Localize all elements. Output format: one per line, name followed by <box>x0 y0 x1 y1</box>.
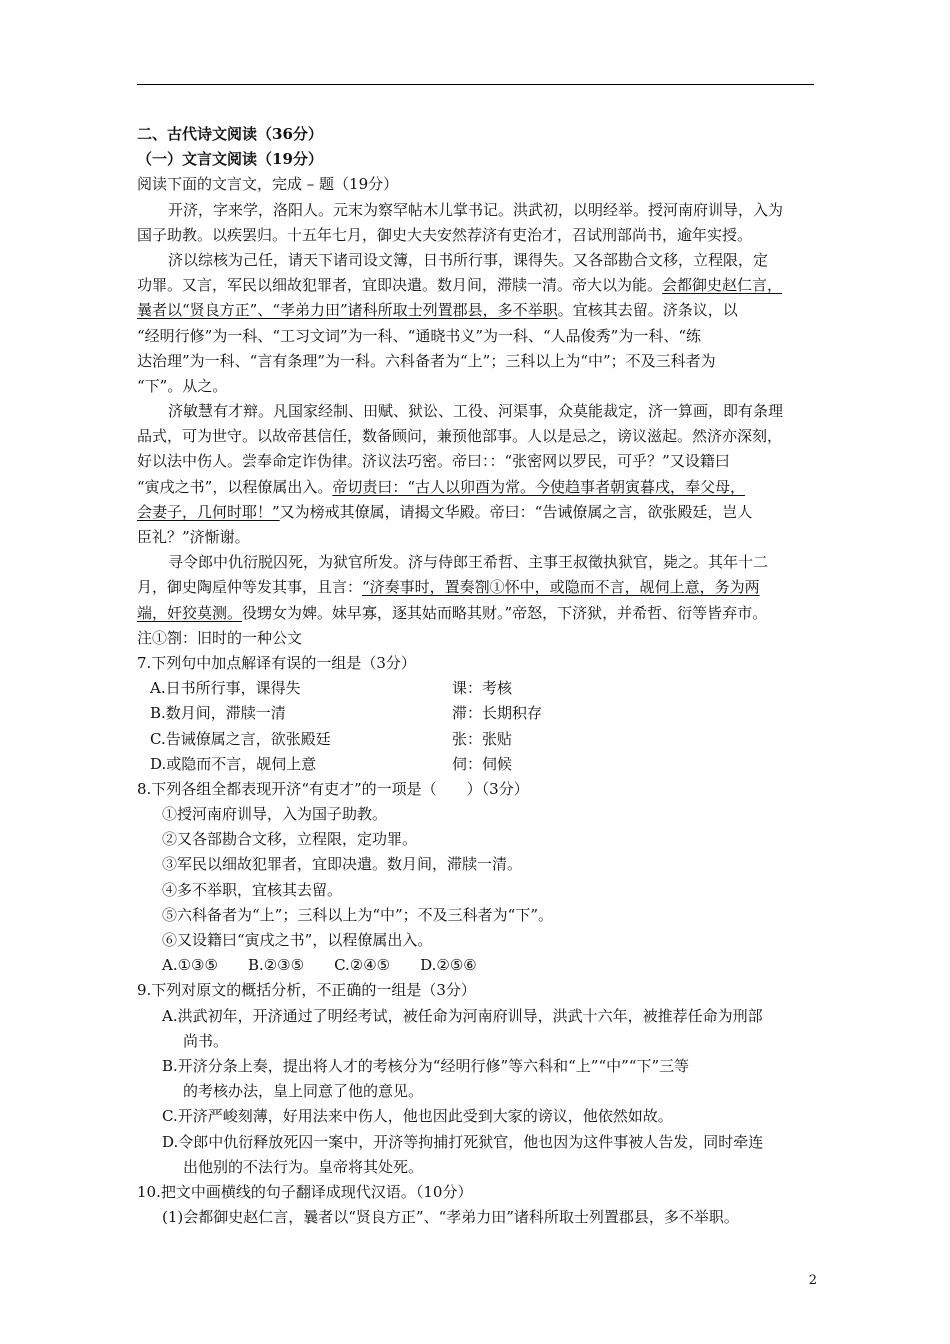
translation-item: (1)会都御史赵仁言，曩者以“贤良方正”、“孝弟力田”诸科所取士列置郡县，多不举职。 <box>162 1208 739 1227</box>
passage-line: 济以综核为己任，请天下诸司设文簿，日书所行事，课得失。又各部勘合文移，立程限，定 <box>168 250 769 269</box>
question-8 <box>137 777 819 979</box>
section-title: 二、古代诗文阅读（36分） <box>137 125 323 143</box>
passage-text: “寅戌之书”，以程僚属出入。 <box>137 477 333 496</box>
option-line: B.开济分条上奏，提出将人才的考核分为“经明行修”等六科和“上”“中”“下”三等 <box>162 1056 690 1075</box>
option-row <box>137 676 819 701</box>
option-line: A.洪武初年，开济通过了明经考试，被任命为河南府训导，洪武十六年，被推荐任命为刑部 <box>162 1006 763 1025</box>
statement-item: ②又各部勘合文移，立程限，定功罪。 <box>162 830 418 849</box>
passage-line: 达治理”为一科、“言有条理”为一科。六科备者为“上”；三科以上为“中”；不及三科者为 <box>137 351 716 370</box>
statement-item: ③军民以细故犯罪者，宜即决遣。数月间，滞牍一清。 <box>162 855 523 874</box>
option-text: B.数月间，滞牍一清 <box>150 704 286 723</box>
question-9 <box>137 978 819 1180</box>
option-row <box>137 752 819 777</box>
option-line: D.令郎中仇衍释放死囚一案中，开济等拘捕打死狱官，他也因为这件事被人告发，同时牵连 <box>162 1132 764 1151</box>
passage-line: “下”。从之。 <box>137 376 228 395</box>
option-gloss: 伺：伺候 <box>452 754 513 773</box>
underlined-sentence-2: 帝切责曰：“古人以卯酉为常。今使趋事者朝寅暮戌，奉父母， <box>332 477 746 496</box>
question-stem: 10.把文中画横线的句子翻译成现代汉语。（10分） <box>137 1182 473 1201</box>
question-stem: 8.下列各组全都表现开济“有吏才”的一项是（ ）（3分） <box>137 779 529 798</box>
passage-line: 开济，字来学，洛阳人。元末为察罕帖木儿掌书记。洪武初，以明经举。授河南府训导，入为 <box>168 200 784 219</box>
underlined-sentence-1: 曩者以“贤良方正”、“孝弟力田”诸科所取士列置郡县，多不举职 <box>137 301 558 320</box>
passage-text: 又为榜戒其僚属，请揭文华殿。帝曰：“告诫僚属之言，欲张殿廷，岂人 <box>279 502 753 521</box>
option-line: 尚书。 <box>183 1031 229 1050</box>
option-line: 出他别的不法行为。皇帝将其处死。 <box>183 1157 424 1176</box>
question-stem: 9.下列对原文的概括分析，不正确的一组是（3分） <box>137 981 476 1000</box>
passage-line <box>137 575 819 600</box>
underlined-sentence-3: 端，奸狡莫测。 <box>137 603 243 622</box>
passage-line: 国子助教。以疾罢归。十五年七月，御史大夫安然荐济有吏治才，召试刑部尚书，逾年实授。 <box>137 225 753 244</box>
passage-line: 好以法中伤人。尝奉命定诈伪律。济议法巧密。帝曰：：“张密网以罗民，可乎？”又设籍曰 <box>137 452 730 471</box>
passage-line <box>137 475 819 500</box>
header-rule <box>137 84 814 85</box>
passage-line: 品式，可为世守。以故帝甚信任，数备顾问，兼预他部事。人以是忌之，谤议滋起。然济亦深刻， <box>137 427 783 446</box>
passage-line: “经明行修”为一科、“工习文词”为一科、“通晓书义”为一科、“人品俊秀”为一科、“练 <box>137 326 702 345</box>
question-7 <box>137 651 819 777</box>
passage-text: 。宜核其去留。济条议，以 <box>557 301 738 320</box>
option-text: C.告诫僚属之言，欲张殿廷 <box>150 729 331 748</box>
footnote: 注①劄：旧时的一种公文 <box>137 628 303 647</box>
option-line: 的考核办法，皇上同意了他的意见。 <box>183 1082 424 1101</box>
answer-options: A.①③⑤ B.②③⑤ C.②④⑤ D.②⑤⑥ <box>162 956 477 975</box>
question-stem: 7.下列句中加点解译有误的一组是（3分） <box>137 653 416 672</box>
question-10 <box>137 1180 819 1230</box>
passage-line <box>137 298 819 323</box>
statement-item: ⑤六科备者为“上”；三科以上为“中”；不及三科者为“下”。 <box>162 905 554 924</box>
option-line: C.开济严峻刻薄，好用法来中伤人，他也因此受到大家的谤议，他依然如故。 <box>162 1107 673 1126</box>
option-gloss: 张：张贴 <box>452 729 513 748</box>
option-row <box>137 701 819 726</box>
underlined-sentence-3: “济奏事时，置奏劄①怀中，或隐而不言，觇伺上意，务为两 <box>362 578 760 597</box>
page-number: 2 <box>808 1273 817 1288</box>
option-text: D.或隐而不言，觇伺上意 <box>150 754 317 773</box>
underlined-sentence-1: 会都御史赵仁言， <box>662 276 783 295</box>
statement-item: ①授河南府训导，入为国子助教。 <box>162 805 388 824</box>
option-text: A.日书所行事，课得失 <box>150 679 301 698</box>
passage-line <box>137 273 819 298</box>
subsection-title: （一）文言文阅读（19分） <box>137 150 323 169</box>
passage-line <box>137 601 819 626</box>
passage-line: 济敏慧有才辩。凡国家经制、田赋、狱讼、工役、河渠事，众莫能裁定，济一算画，即有条理 <box>168 402 784 421</box>
passage-text: 役甥女为婢。妹早寡，逐其姑而略其财。”帝怒，下济狱，并希哲、衍等皆弃市。 <box>242 603 768 622</box>
underlined-sentence-2: 会妻子，几何时耶！” <box>137 502 280 521</box>
passage-line <box>137 500 819 525</box>
statement-item: ⑥又设籍曰“寅戌之书”，以程僚属出入。 <box>162 931 433 949</box>
passage-text: 功罪。又言，军民以细故犯罪者，宜即决遣。数月间，滞牍一清。帝大以为能。 <box>137 276 663 295</box>
option-row <box>137 727 819 752</box>
passage <box>137 198 819 626</box>
option-gloss: 课：考核 <box>452 679 513 698</box>
passage-line: 臣礼？”济惭谢。 <box>137 528 250 546</box>
passage-text: 月，御史陶垕仲等发其事，且言： <box>137 578 363 597</box>
statement-item: ④多不举职，宜核其去留。 <box>162 880 343 899</box>
passage-line: 寻令郎中仇衍脱囚死，为狱官所发。济与侍郎王希哲、主事王叔徵执狱官，毙之。其年十二 <box>168 553 769 572</box>
page-body <box>137 122 819 1230</box>
option-gloss: 滞：长期积存 <box>452 704 543 723</box>
instruction: 阅读下面的文言文，完成 – 题（19分） <box>137 175 399 194</box>
